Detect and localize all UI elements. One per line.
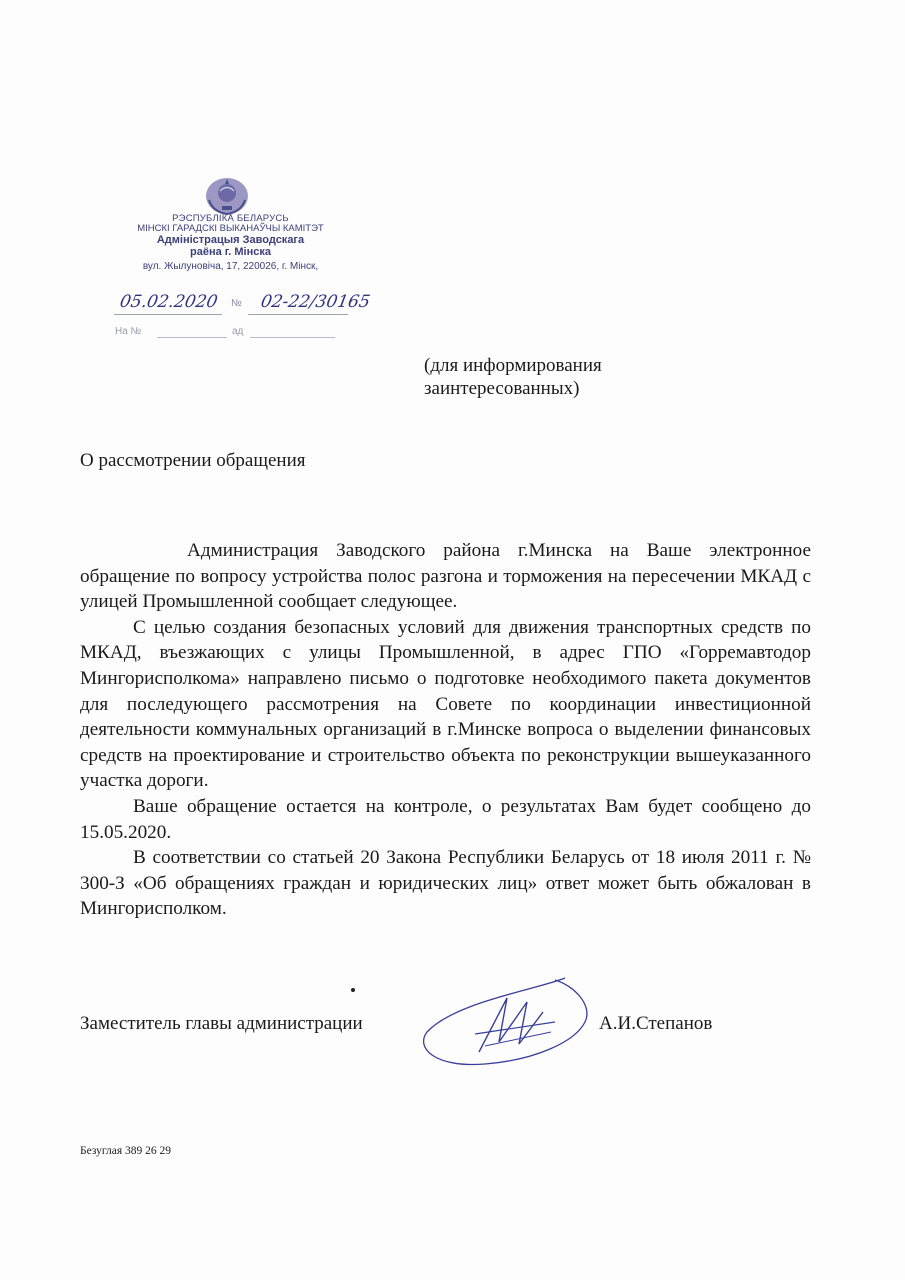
signatory-name: А.И.Степанов bbox=[599, 1013, 713, 1034]
reference-date-underline bbox=[250, 337, 335, 338]
registration-number: 02-22/30165 bbox=[259, 292, 372, 312]
registration-number-label: № bbox=[231, 298, 242, 309]
addressee-line-1: (для информирования bbox=[424, 355, 602, 376]
addressee-line-2: заинтересованных) bbox=[424, 378, 580, 399]
signatory-title: Заместитель главы администрации bbox=[80, 1013, 363, 1034]
addressee-block bbox=[424, 354, 602, 400]
body-paragraph-2: С целью создания безопасных условий для движения транспортных средств по МКАД, въезжающих с улицы Промышленной, в адрес ГПО «Горремавтодор Мингорисполкома» направлено письмо о подготовке необходимого пакета документов для последующего рассмотрения на Совете по координации инвестиционной деятельности коммунальных организаций в г.Минске вопроса о выделении финансовых средств на проектирование и строительство объекта по реконструкции вышеуказанного участка дороги. bbox=[80, 616, 811, 792]
stamp-country: РЭСПУБЛІКА БЕЛАРУСЬ bbox=[172, 213, 289, 224]
executor-contact: Безуглая 389 26 29 bbox=[80, 1145, 172, 1157]
registration-date: 05.02.2020 bbox=[118, 292, 220, 312]
stamp-address: вул. Жылуновіча, 17, 220026, г. Мінск, bbox=[142, 261, 319, 272]
stamp-district: раёна г. Мінска bbox=[190, 246, 271, 258]
letter-body bbox=[80, 538, 811, 922]
letterhead-stamp bbox=[108, 214, 353, 274]
number-underline bbox=[248, 314, 348, 315]
reference-from-label: ад bbox=[232, 326, 244, 337]
body-paragraph-4: В соответствии со статьей 20 Закона Республики Беларусь от 18 июля 2011 г. № 300-З «Об обращениях граждан и юридических лиц» ответ может быть обжалован в Мингорисполком. bbox=[80, 847, 811, 920]
stamp-committee: МІНСКІ ГАРАДСКІ ВЫКАНАЎЧЫ КАМІТЭТ bbox=[137, 223, 324, 234]
date-underline bbox=[114, 314, 222, 315]
body-paragraph-3: Ваше обращение остается на контроле, о результатах Вам будет сообщено до 15.05.2020. bbox=[80, 795, 811, 843]
ink-dot bbox=[351, 988, 355, 992]
reference-underline bbox=[157, 337, 227, 338]
belarus-coat-of-arms-icon bbox=[203, 176, 251, 216]
reference-line bbox=[115, 326, 345, 342]
registration-line bbox=[108, 292, 398, 318]
body-paragraph-1: Администрация Заводского района г.Минска на Ваше электронное обращение по вопросу устройства полос разгона и торможения на пересечении МКАД с улицей Промышленной сообщает следующее. bbox=[80, 540, 811, 613]
stamp-administration: Адміністрацыя Заводскага bbox=[156, 234, 305, 246]
handwritten-signature bbox=[415, 972, 615, 1072]
letter-subject: О рассмотрении обращения bbox=[80, 450, 306, 471]
reference-label: На № bbox=[115, 326, 142, 337]
